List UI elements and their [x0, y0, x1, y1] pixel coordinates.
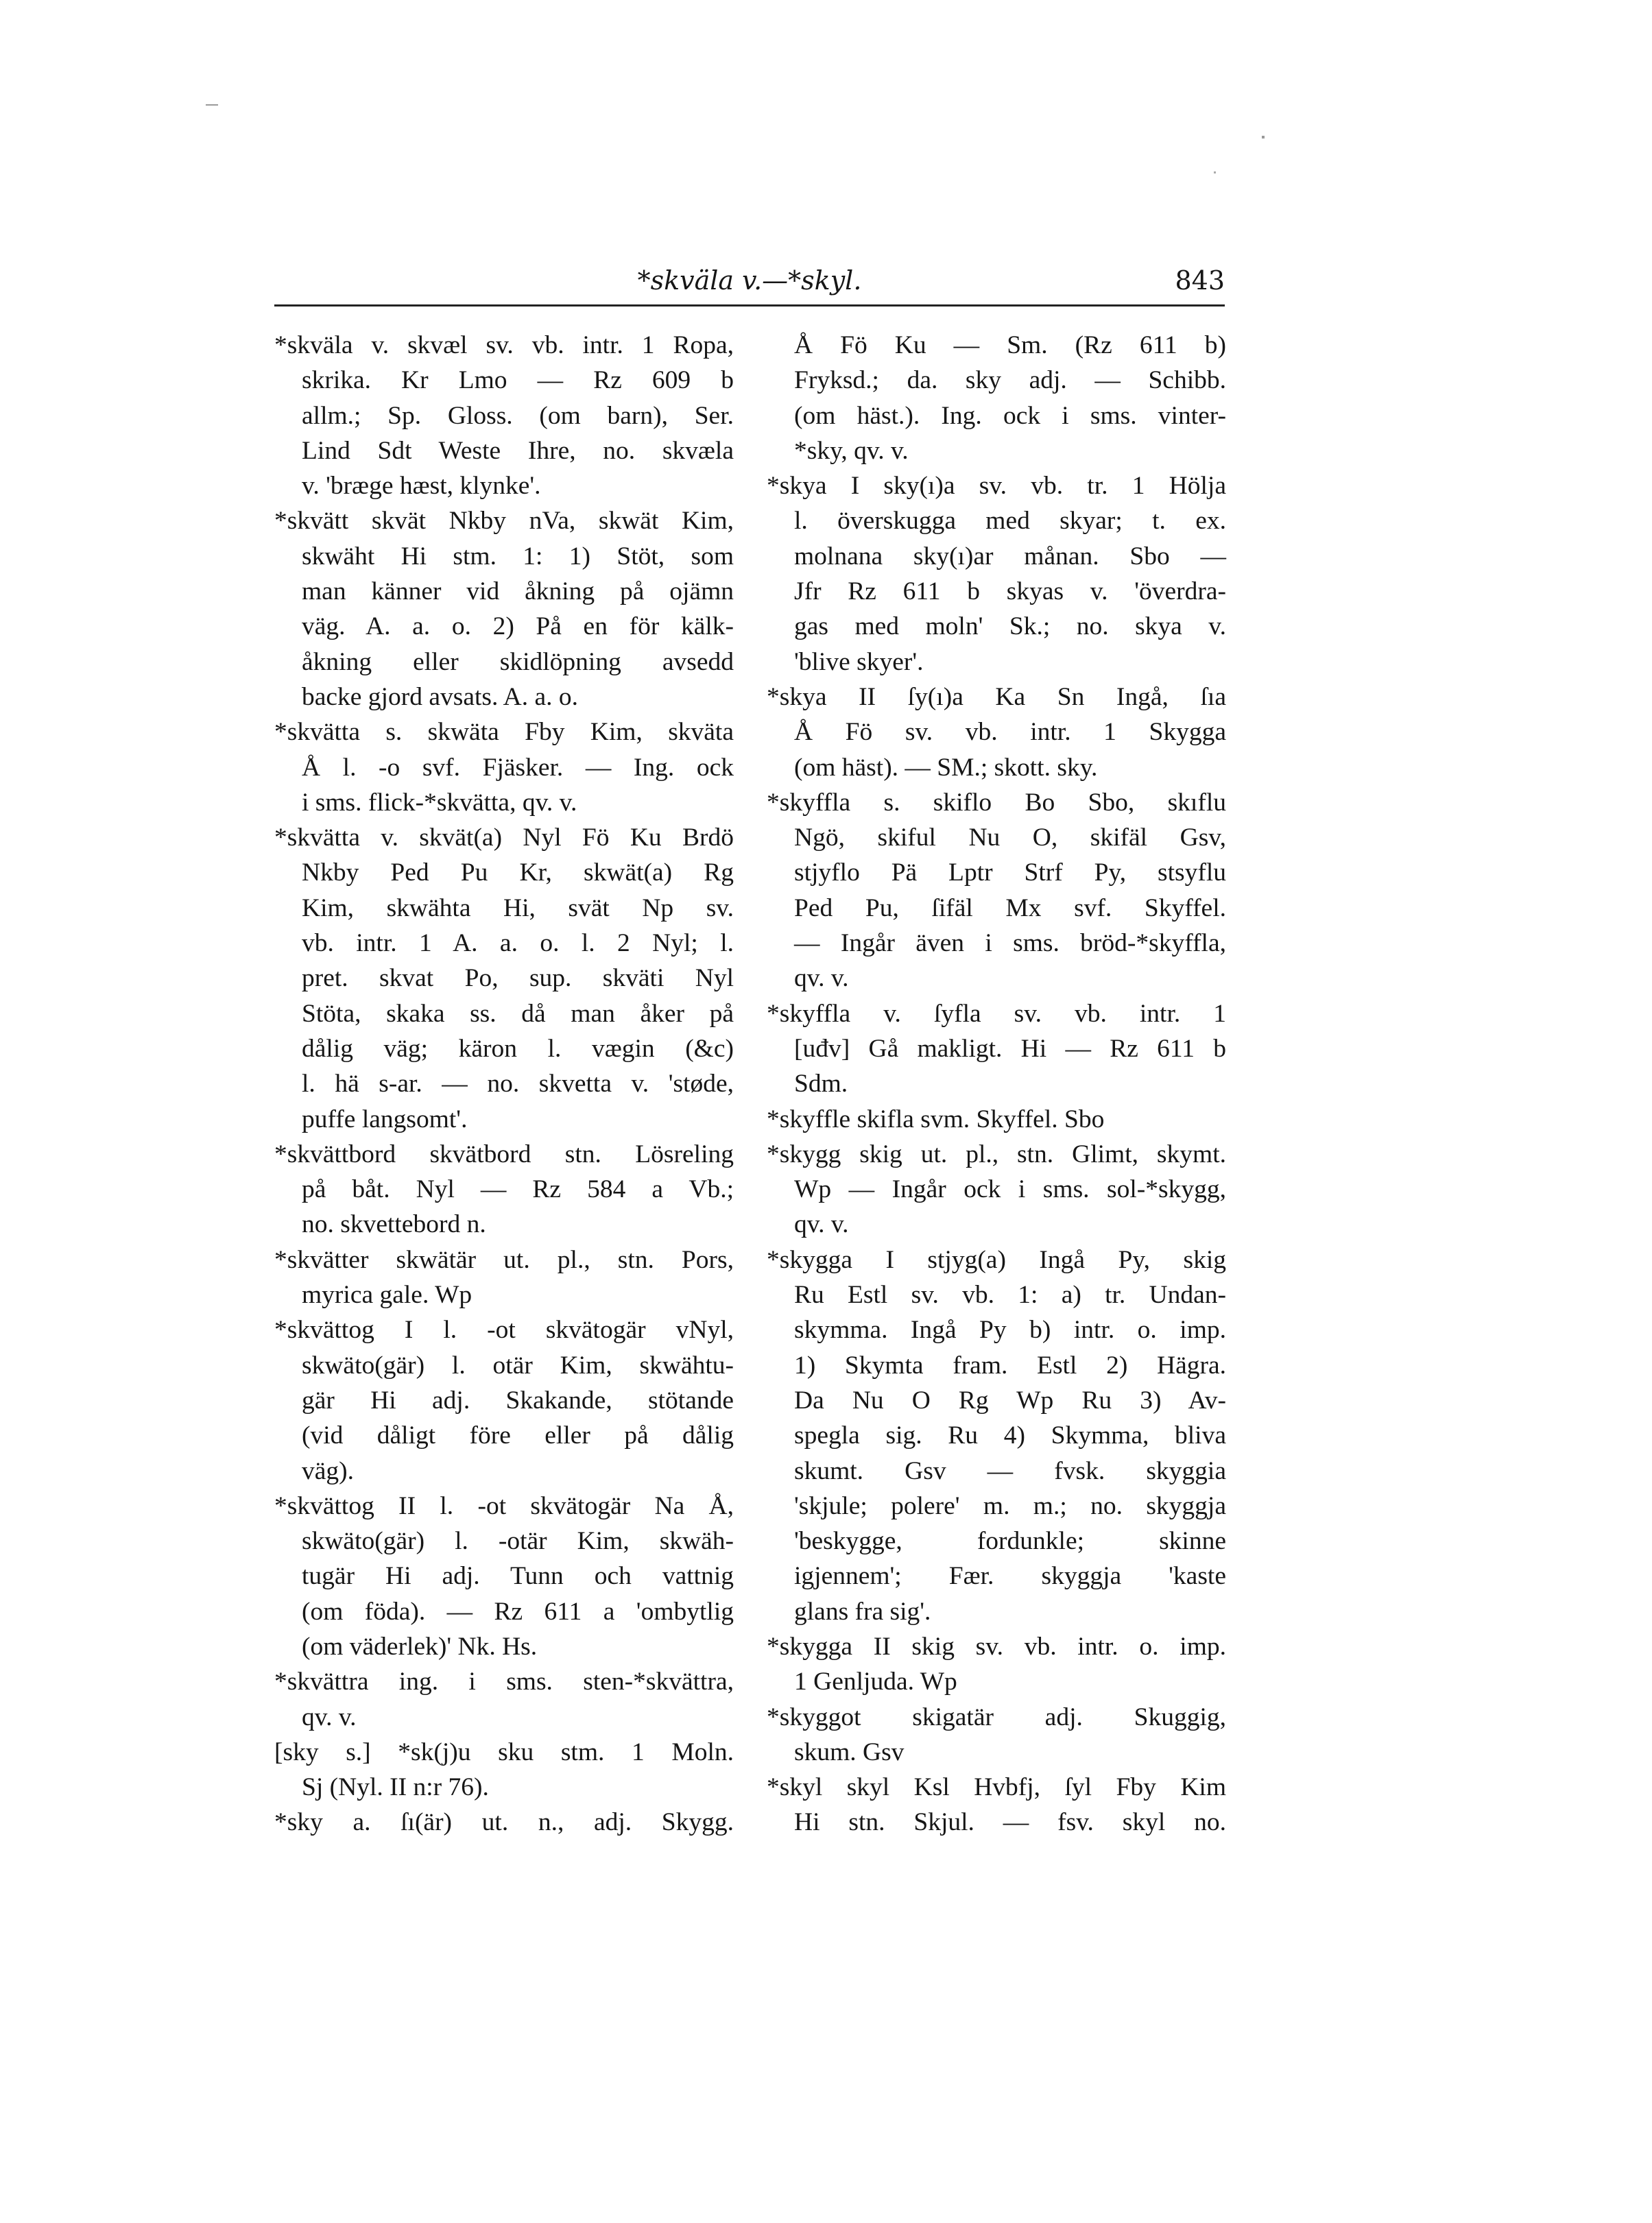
entry-continuation-line: 1) Skymta fram. Estl 2) Hägra.	[794, 1351, 1226, 1380]
entry-continuation-line: *sky, qv. v.	[794, 436, 909, 465]
entry-headword-line: *skyffla s. skiflo Bo Sbo, skıflu	[767, 788, 1226, 817]
entry-headword-line: *skvätta v. skvät(a) Nyl Fö Ku Brdö	[274, 824, 734, 852]
entry-continuation-line: qv. v.	[794, 964, 849, 993]
entry-continuation-line: vb. intr. 1 A. a. o. l. 2 Nyl; l.	[302, 929, 734, 958]
entry-headword-line: *skyl skyl Ksl Hvbfj, ſyl Fby Kim	[767, 1773, 1226, 1802]
entry-continuation-line: (vid dåligt före eller på dålig	[302, 1421, 734, 1450]
entry-continuation-line: — Ingår även i sms. bröd-*skyffla,	[794, 929, 1226, 958]
entry-continuation-line: 'beskygge, fordunkle; skinne	[794, 1527, 1226, 1556]
entry-continuation-line: Ped Pu, ſifäl Mx svf. Skyffel.	[794, 893, 1226, 922]
entry-continuation-line: Å Fö sv. vb. intr. 1 Skygga	[794, 718, 1226, 747]
scan-speck	[206, 104, 218, 106]
entry-continuation-line: Stöta, skaka ss. då man åker på	[302, 999, 734, 1028]
entry-headword-line: *skvätta s. skwäta Fby Kim, skväta	[274, 718, 734, 747]
entry-continuation-line: 1 Genljuda. Wp	[794, 1668, 957, 1696]
entry-continuation-line: backe gjord avsats. A. a. o.	[302, 682, 579, 711]
entry-continuation-line: väg).	[302, 1456, 355, 1485]
entry-continuation-line: 'blive skyer'.	[794, 647, 924, 676]
scan-speck	[1262, 136, 1265, 139]
header-rule	[274, 304, 1225, 307]
entry-continuation-line: på båt. Nyl — Rz 584 a Vb.;	[302, 1175, 734, 1204]
entry-headword-line: *skvättra ing. i sms. sten-*skvättra,	[274, 1668, 734, 1696]
entry-continuation-line: pret. skvat Po, sup. skväti Nyl	[302, 964, 734, 993]
entry-continuation-line: molnana sky(ı)ar månan. Sbo —	[794, 542, 1226, 570]
entry-continuation-line: Nkby Ped Pu Kr, skwät(a) Rg	[302, 858, 734, 887]
entry-continuation-line: spegla sig. Ru 4) Skymma, bliva	[794, 1421, 1226, 1450]
running-head-title: *skväla v.—*skyl.	[637, 265, 862, 296]
entry-continuation-line: puffe langsomt'.	[302, 1105, 468, 1133]
entry-continuation-line: Sdm.	[794, 1070, 848, 1098]
entry-continuation-line: skwäto(gär) l. -otär Kim, skwäh-	[302, 1527, 734, 1556]
entry-continuation-line: Ngö, skiful Nu O, skifäl Gsv,	[794, 824, 1226, 852]
entry-continuation-line: skwäht Hi stm. 1: 1) Stöt, som	[302, 542, 734, 570]
entry-continuation-line: qv. v.	[302, 1703, 357, 1731]
entry-continuation-line: i sms. flick-*skvätta, qv. v.	[302, 788, 577, 817]
entry-continuation-line: Jfr Rz 611 b skyas v. 'överdra-	[794, 577, 1226, 606]
entry-continuation-line: l. hä s-ar. — no. skvetta v. 'støde,	[302, 1070, 734, 1098]
entry-continuation-line: l. överskugga med skyar; t. ex.	[794, 507, 1226, 536]
entry-headword-line: *skygga I stjyg(a) Ingå Py, skig	[767, 1245, 1226, 1274]
entry-headword-line: *skvätter skwätär ut. pl., stn. Pors,	[274, 1245, 734, 1274]
scan-speck	[1214, 171, 1216, 173]
entry-continuation-line: Hi stn. Skjul. — fsv. skyl no.	[794, 1808, 1226, 1837]
entry-continuation-line: Sj (Nyl. II n:r 76).	[302, 1773, 489, 1802]
entry-continuation-line: skwäto(gär) l. otär Kim, skwähtu-	[302, 1351, 734, 1380]
entry-headword-line: *skya II ſy(ı)a Ka Sn Ingå, ſıa	[767, 682, 1226, 711]
entry-headword-line: *skyffle skifla svm. Skyffel. Sbo	[767, 1105, 1105, 1133]
entry-continuation-line: gas med moln' Sk.; no. skya v.	[794, 612, 1226, 641]
entry-continuation-line: (om häst). — SM.; skott. sky.	[794, 753, 1098, 782]
entry-continuation-line: qv. v.	[794, 1210, 849, 1239]
entry-continuation-line: stjyflo Pä Lptr Strf Py, stsyflu	[794, 858, 1226, 887]
entry-headword-line: *skvätt skvät Nkby nVa, skwät Kim,	[274, 507, 734, 536]
entry-continuation-line: Å Fö Ku — Sm. (Rz 611 b)	[794, 331, 1226, 359]
entry-continuation-line: (om föda). — Rz 611 a 'ombytlig	[302, 1597, 734, 1626]
entry-continuation-line: igjennem'; Fær. skyggja 'kaste	[794, 1562, 1226, 1591]
entry-headword-line: *skya I sky(ı)a sv. vb. tr. 1 Hölja	[767, 472, 1226, 501]
entry-headword-line: *sky a. ſı(är) ut. n., adj. Skygg.	[274, 1808, 734, 1837]
entry-headword-line: *skygga II skig sv. vb. intr. o. imp.	[767, 1632, 1226, 1661]
entry-headword-line: *skyffla v. ſyfla sv. vb. intr. 1	[767, 999, 1226, 1028]
entry-continuation-line: Lind Sdt Weste Ihre, no. skvæla	[302, 436, 734, 465]
entry-continuation-line: Kim, skwähta Hi, svät Np sv.	[302, 893, 734, 922]
page-number: 843	[1175, 265, 1225, 296]
entry-continuation-line: skymma. Ingå Py b) intr. o. imp.	[794, 1316, 1226, 1345]
entry-headword-line: *skygg skig ut. pl., stn. Glimt, skymt.	[767, 1140, 1226, 1168]
entry-headword-line: *skväla v. skvæl sv. vb. intr. 1 Ropa,	[274, 331, 734, 359]
entry-continuation-line: Å l. -o svf. Fjäsker. — Ing. ock	[302, 753, 734, 782]
entry-continuation-line: Fryksd.; da. sky adj. — Schibb.	[794, 366, 1226, 395]
entry-continuation-line: v. 'bræge hæst, klynke'.	[302, 472, 541, 501]
right-column	[767, 328, 1226, 1840]
entry-headword-line: *skvättbord skvätbord stn. Lösreling	[274, 1140, 734, 1168]
entry-continuation-line: skum. Gsv	[794, 1738, 905, 1766]
entry-continuation-line: gär Hi adj. Skakande, stötande	[302, 1386, 734, 1415]
entry-continuation-line: tugär Hi adj. Tunn och vattnig	[302, 1562, 734, 1591]
entry-continuation-line: no. skvettebord n.	[302, 1210, 486, 1239]
entry-continuation-line: glans fra sig'.	[794, 1597, 931, 1626]
entry-headword-line: *skvättog I l. -ot skvätogär vNyl,	[274, 1316, 734, 1345]
entry-continuation-line: (om väderlek)' Nk. Hs.	[302, 1632, 538, 1661]
entry-headword-line: *skvättog II l. -ot skvätogär Na Å,	[274, 1491, 734, 1520]
entry-continuation-line: åkning eller skidlöpning avsedd	[302, 647, 734, 676]
entry-continuation-line: (om häst.). Ing. ock i sms. vinter-	[794, 401, 1226, 430]
entry-continuation-line: skrika. Kr Lmo — Rz 609 b	[302, 366, 734, 395]
entry-headword-line: [sky s.] *sk(j)u sku stm. 1 Moln.	[274, 1738, 734, 1766]
running-head	[274, 263, 1225, 298]
entry-continuation-line: dålig väg; käron l. vægin (&c)	[302, 1034, 734, 1063]
entry-continuation-line: Ru Estl sv. vb. 1: a) tr. Undan-	[794, 1281, 1226, 1310]
entry-continuation-line: allm.; Sp. Gloss. (om barn), Ser.	[302, 401, 734, 430]
entry-continuation-line: myrica gale. Wp	[302, 1281, 472, 1310]
entry-continuation-line: man känner vid åkning på ojämn	[302, 577, 734, 606]
entry-continuation-line: Wp — Ingår ock i sms. sol-*skygg,	[794, 1175, 1226, 1204]
left-column	[274, 328, 734, 1840]
entry-continuation-line: 'skjule; polere' m. m.; no. skyggja	[794, 1491, 1226, 1520]
entry-continuation-line: väg. A. a. o. 2) På en för kälk-	[302, 612, 734, 641]
entry-continuation-line: [uđv] Gå makligt. Hi — Rz 611 b	[794, 1034, 1226, 1063]
entry-continuation-line: Da Nu O Rg Wp Ru 3) Av-	[794, 1386, 1226, 1415]
entry-headword-line: *skyggot skigatär adj. Skuggig,	[767, 1703, 1226, 1731]
entry-continuation-line: skumt. Gsv — fvsk. skyggia	[794, 1456, 1226, 1485]
